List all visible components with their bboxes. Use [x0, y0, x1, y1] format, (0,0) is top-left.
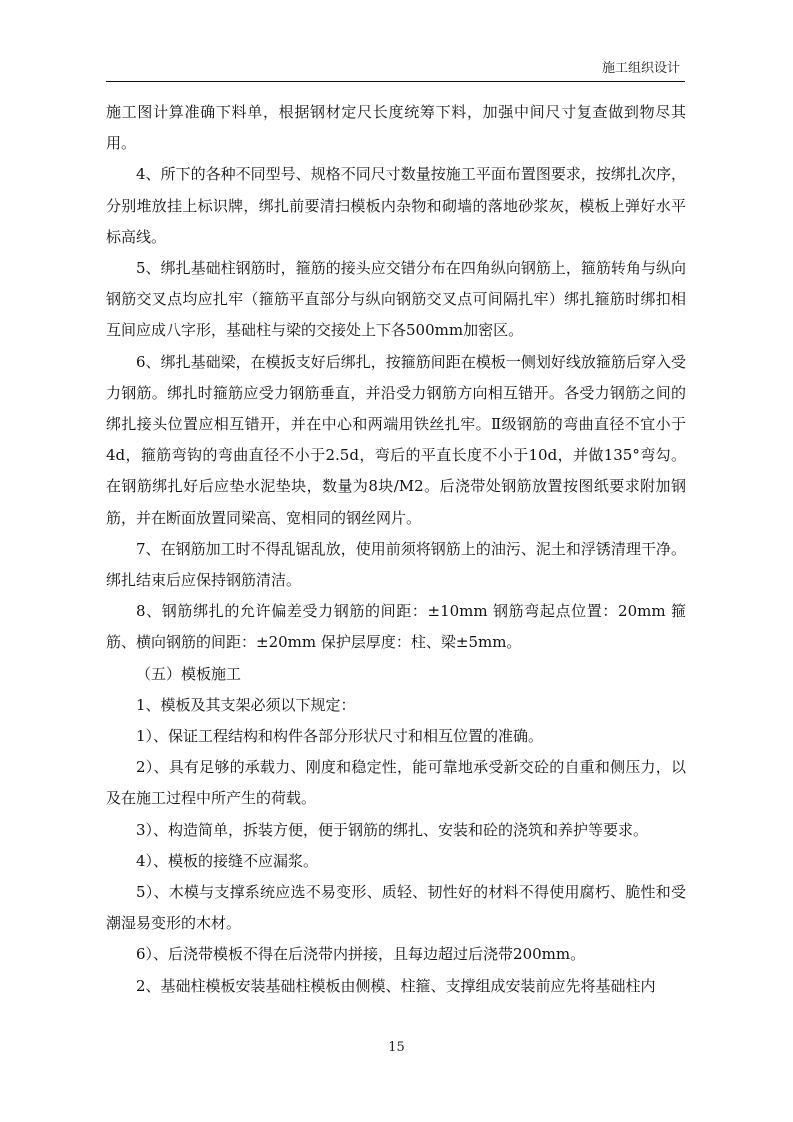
paragraph-formwork-2: 2、基础柱模板安装基础柱模板由侧模、柱箍、支撑组成安装前应先将基础柱内 [136, 976, 656, 995]
paragraph-subitem-6: 6）、后浇带模板不得在后浇带内拼接，且每边超过后浇带200mm。 [136, 945, 586, 964]
paragraph-item-8: 8、钢筋绑扎的允许偏差受力钢筋的间距：±10mm 钢筋弯起点位置：20mm 箍筋、横向钢筋的间距：±20mm 保护层厚度：柱、梁±5mm。 [106, 602, 686, 652]
paragraph-item-5: 5、绑扎基础柱钢筋时，箍筋的接头应交错分布在四角纵向钢筋上，箍筋转角与纵向钢筋交叉点均应扎牢（箍筋平直部分与纵向钢筋交叉点可间隔扎牢）绑扎箍筋时绑扣相互间应成八字形，基础柱与梁的交接处上下各500mm加密区。 [106, 259, 686, 340]
page-number: 15 [388, 1040, 405, 1055]
running-header-title: 施工组织设计 [601, 61, 680, 76]
header-divider [106, 81, 685, 82]
paragraph-subitem-1: 1）、保证工程结构和构件各部分形状尺寸和相互位置的准确。 [136, 727, 544, 746]
paragraph-subitem-2: 2）、具有足够的承载力、刚度和稳定性，能可靠地承受新交砼的自重和侧压力，以及在施工过程中所产生的荷载。 [106, 758, 686, 808]
paragraph-subitem-3: 3）、构造简单，拆装方便，便于钢筋的绑扎、安装和砼的浇筑和养护等要求。 [136, 820, 649, 839]
paragraph-subitem-4: 4）、模板的接缝不应漏浆。 [136, 851, 319, 870]
paragraph-formwork-1: 1、模板及其支架必须以下规定： [136, 695, 356, 714]
page-body [106, 97, 686, 1002]
paragraph-continuation: 施工图计算准确下料单，根据钢材定尺长度统筹下料，加强中间尺寸复查做到物尽其用。 [106, 103, 686, 153]
paragraph-item-6: 6、绑扎基础梁，在模扳支好后绑扎，按箍筋间距在模板一侧划好线放箍筋后穿入受力钢筋。绑扎时箍筋应受力钢筋垂直，并沿受力钢筋方向相互错开。各受力钢筋之间的绑扎接头位置应相互错开，并在中心和两端用铁丝扎牢。Ⅱ级钢筋的弯曲直径不宜小于4d，箍筋弯钩的弯曲直径不小于2.5d，弯后的平直长度不小于10d，并做135°弯勾。在钢筋绑扎好后应垫水泥垫块，数量为8块/M2。后浇带处钢筋放置按图纸要求附加钢筋，并在断面放置同梁高、宽相同的钢丝网片。 [106, 352, 686, 527]
paragraph-item-7: 7、在钢筋加工时不得乱锯乱放，使用前须将钢筋上的油污、泥土和浮锈清理干净。绑扎结束后应保持钢筋清洁。 [106, 539, 686, 590]
paragraph-subitem-5: 5）、木模与支撑系统应选不易变形、质轻、韧性好的材料不得使用腐朽、脆性和受潮湿易变形的木材。 [106, 883, 686, 933]
paragraph-item-4: 4、所下的各种不同型号、规格不同尺寸数量按施工平面布置图要求，按绑扎次序，分别堆放挂上标识牌，绑扎前要清扫模板内杂物和砌墙的落地砂浆灰，模板上弹好水平标高线。 [106, 165, 686, 246]
section-heading-formwork: （五）模板施工 [136, 664, 242, 683]
